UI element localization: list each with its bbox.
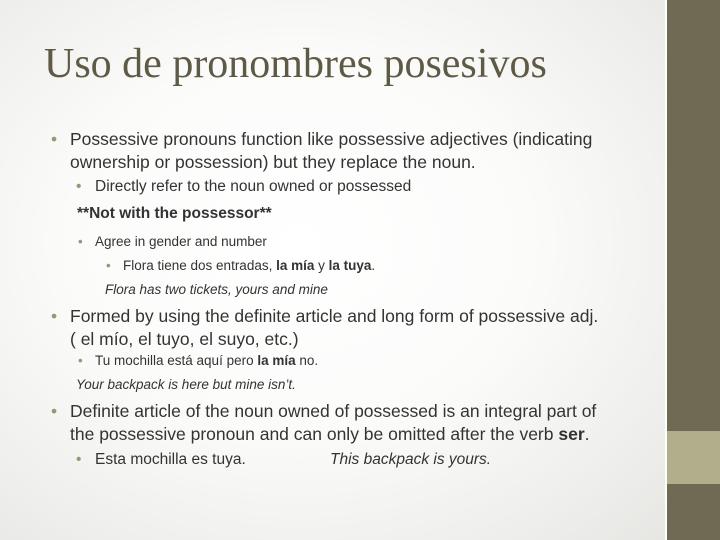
example-text: y — [314, 258, 329, 273]
example-pronoun: la tuya — [328, 258, 372, 273]
bullet-1-example — [123, 258, 375, 273]
bullet-3-example-es: Esta mochilla es tuya. — [95, 451, 246, 468]
bullet-3-text: the possessive pronoun and can only be omitted after the verb — [70, 424, 559, 444]
example-pronoun: la mía — [276, 258, 315, 273]
bullet-1-sub-1: Directly refer to the noun owned or possessed — [95, 178, 412, 195]
bullet-3-text: . — [584, 424, 590, 444]
bullet-1-sub-2: Agree in gender and number — [95, 234, 267, 249]
bullet-3-example-en: This backpack is yours. — [330, 451, 492, 468]
emphasis-note: **Not with the possessor** — [77, 205, 272, 222]
example-text: Tu mochilla está aquí pero — [95, 353, 258, 368]
bullet-marker: • — [51, 129, 58, 149]
example-text: Flora tiene dos entradas, — [123, 258, 277, 273]
bullet-marker: • — [78, 353, 83, 368]
bullet-2-example — [95, 353, 318, 368]
bullet-2-translation: Your backpack is here but mine isn’t. — [76, 377, 296, 392]
bullet-marker: • — [76, 451, 82, 468]
bullet-2-line-2: ( el mío, el tuyo, el suyo, etc.) — [70, 329, 299, 349]
bullet-marker: • — [51, 306, 58, 326]
bullet-marker: • — [78, 234, 83, 249]
example-pronoun: la mía — [257, 353, 296, 368]
sidebar-accent-block — [667, 431, 720, 484]
bullet-2-line-1: Formed by using the definite article and long form of possessive adj. — [70, 306, 599, 326]
bullet-3-line-2 — [70, 424, 590, 445]
slide-title: Uso de pronombres posesivos — [44, 41, 547, 87]
bullet-1-translation: Flora has two tickets, yours and mine — [105, 282, 328, 297]
example-text: . — [371, 258, 376, 273]
example-text: no. — [295, 353, 319, 368]
bullet-1-line-1: Possessive pronouns function like possessive adjectives (indicating — [70, 129, 593, 149]
bullet-marker: • — [106, 258, 111, 273]
verb-ser: ser — [558, 424, 585, 444]
bullet-marker: • — [51, 401, 58, 421]
bullet-1-line-2: ownership or possession) but they replace the noun. — [70, 152, 476, 172]
bullet-marker: • — [76, 178, 82, 195]
bullet-3-line-1: Definite article of the noun owned of possessed is an integral part of — [70, 401, 597, 421]
